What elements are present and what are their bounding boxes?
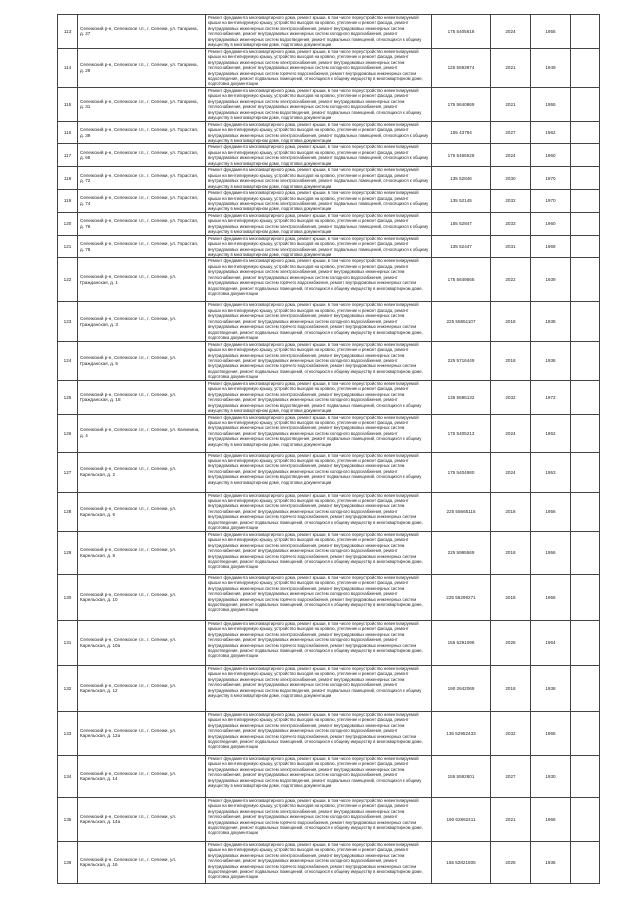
row-number: 127 — [58, 452, 78, 492]
build-year-cell: 1962 — [531, 414, 571, 452]
empty-cell — [571, 144, 600, 167]
cost-cell: 135 52447 — [432, 235, 491, 258]
works-cell: Ремонт фундамента многоквартирного дома, ремонт крыши, в том числе переустройство невентилируемой крыши на вентилируемую крышу, устройство выходов на кровлю, утепление и ремонт фасада, ремонт внутридомовых инженерных систем электроснабжения, ремонт подвальных помещений, относящихся к общему имуществу в многоквартирном доме, подготовка документации — [206, 144, 432, 167]
plan-year-cell: 2032 — [491, 380, 531, 414]
cost-cell: 175 5404980 — [432, 452, 491, 492]
cost-cell: 190 2642069 — [432, 665, 491, 711]
table-row — [58, 665, 600, 711]
cost-cell: 225 55851107 — [432, 302, 491, 341]
row-number: 129 — [58, 531, 78, 574]
address-cell: Сележский р-н, Сележское г.п., г. Сележи, ул. Горастая, д. 76 — [78, 212, 206, 235]
works-cell: Ремонт фундамента многоквартирного дома, ремонт крыши, в том числе переустройство невентилируемой крыши на вентилируемую крышу, устройство выходов на кровлю, утепление и ремонт фасада, ремонт внутридомовых инженерных систем электроснабжения, ремонт внутридомовых инженерных систем теплоснабжения, ремонт внутридомовых инженерных систем холодного водоснабжения, ремонт внутридомовых инженерных систем водоотведения, ремонт подвальных помещений, относящихся к общему имуществу в многоквартирном доме, подготовка документации — [206, 665, 432, 711]
row-number: 119 — [58, 190, 78, 213]
plan-year-cell: 2018 — [491, 302, 531, 341]
works-cell: Ремонт фундамента многоквартирного дома, ремонт крыши, в том числе переустройство невентилируемой крыши на вентилируемую крышу, устройство выходов на кровлю, утепление и ремонт фасада, ремонт внутридомовых инженерных систем электроснабжения, ремонт внутридомовых инженерных систем теплоснабжения, ремонт внутридомовых инженерных систем холодного водоснабжения, ремонт внутридомовых инженерных систем горячего водоснабжения, ремонт внутридомовых инженерных систем водоотведения, ремонт подвальных помещений, относящихся к общему имуществу в многоквартирном доме, подготовка документации — [206, 48, 432, 87]
cost-cell: 175 5649565 — [432, 258, 491, 302]
works-cell: Ремонт фундамента многоквартирного дома, ремонт крыши, в том числе переустройство невентилируемой крыши на вентилируемую крышу, устройство выходов на кровлю, утепление и ремонт фасада, ремонт внутридомовых инженерных систем электроснабжения, ремонт внутридомовых инженерных систем теплоснабжения, ремонт внутридомовых инженерных систем холодного водоснабжения, ремонт внутридомовых инженерных систем горячего водоснабжения, ремонт внутридомовых инженерных систем водоотведения, ремонт подвальных помещений, относящихся к общему имуществу в многоквартирном доме, подготовка документации — [206, 302, 432, 341]
table-row — [58, 380, 600, 414]
table-row — [58, 48, 600, 87]
address-cell: Сележский р-н, Сележское г.п., г. Сележи, ул. Карельская, д. 8 — [78, 531, 206, 574]
empty-cell — [571, 841, 600, 883]
build-year-cell: 1956 — [531, 531, 571, 574]
empty-cell — [571, 492, 600, 531]
row-number: 125 — [58, 380, 78, 414]
cost-cell: 155 52821505 — [432, 841, 491, 883]
empty-cell — [571, 121, 600, 144]
table-row — [58, 531, 600, 574]
address-cell: Сележский р-н, Сележское г.п., г. Сележи, ул. Гражданская, д. 1 — [78, 258, 206, 302]
cost-cell: 125 5593874 — [432, 48, 491, 87]
empty-cell — [571, 797, 600, 841]
plan-year-cell: 2018 — [491, 574, 531, 620]
build-year-cell: 1970 — [531, 167, 571, 190]
address-cell: Сележский р-н, Сележское г.п., г. Сележи, ул. Карельская, д. 14а — [78, 797, 206, 841]
empty-cell — [571, 167, 600, 190]
works-cell: Ремонт фундамента многоквартирного дома, ремонт крыши, в том числе переустройство невентилируемой крыши на вентилируемую крышу, устройство выходов на кровлю, утепление и ремонт фасада, ремонт внутридомовых инженерных систем электроснабжения, ремонт внутридомовых инженерных систем теплоснабжения, ремонт внутридомовых инженерных систем холодного водоснабжения, ремонт внутридомовых инженерных систем горячего водоснабжения, ремонт внутридомовых инженерных систем водоотведения, ремонт подвальных помещений, относящихся к общему имуществу в многоквартирном доме, подготовка документации — [206, 711, 432, 755]
table-body — [58, 15, 600, 884]
plan-year-cell: 2022 — [491, 258, 531, 302]
plan-year-cell: 2026 — [491, 620, 531, 665]
empty-cell — [571, 414, 600, 452]
cost-cell: 135 5595132 — [432, 380, 491, 414]
empty-cell — [571, 190, 600, 213]
row-number: 115 — [58, 87, 78, 121]
works-cell: Ремонт фундамента многоквартирного дома, ремонт крыши, в том числе переустройство невентилируемой крыши на вентилируемую крышу, устройство выходов на кровлю, утепление и ремонт фасада, ремонт внутридомовых инженерных систем электроснабжения, ремонт подвальных помещений, относящихся к общему имуществу в многоквартирном доме, подготовка документации — [206, 167, 432, 190]
table-row — [58, 190, 600, 213]
cost-cell: 175 5405213 — [432, 414, 491, 452]
empty-cell — [571, 531, 600, 574]
works-cell: Ремонт фундамента многоквартирного дома, ремонт крыши, в том числе переустройство невентилируемой крыши на вентилируемую крышу, устройство выходов на кровлю, утепление и ремонт фасада, ремонт внутридомовых инженерных систем электроснабжения, ремонт внутридомовых инженерных систем теплоснабжения, ремонт внутридомовых инженерных систем холодного водоснабжения, ремонт внутридомовых инженерных систем водоотведения, ремонт подвальных помещений, относящихся к общему имуществу в многоквартирном доме, подготовка документации — [206, 452, 432, 492]
cost-cell: 175 5466528 — [432, 144, 491, 167]
table-row — [58, 414, 600, 452]
build-year-cell: 1955 — [531, 87, 571, 121]
row-number: 131 — [58, 620, 78, 665]
build-year-cell: 1960 — [531, 144, 571, 167]
address-cell: Сележский р-н, Сележское г.п., г. Сележи, ул. Карельская, д. 6 — [78, 492, 206, 531]
row-number: 135 — [58, 797, 78, 841]
empty-cell — [571, 620, 600, 665]
table-row — [58, 574, 600, 620]
row-number: 128 — [58, 492, 78, 531]
row-number: 116 — [58, 121, 78, 144]
address-cell: Сележский р-н, Сележское г.п., г. Сележи, ул. Гагарина, д. 31 — [78, 87, 206, 121]
empty-cell — [571, 341, 600, 380]
table-row — [58, 235, 600, 258]
address-cell: Сележский р-н, Сележское г.п., г. Сележи, ул. Гражданская, д. 3 — [78, 302, 206, 341]
empty-cell — [571, 452, 600, 492]
row-number: 132 — [58, 665, 78, 711]
plan-year-cell: 2021 — [491, 87, 531, 121]
cost-cell: 175 5640869 — [432, 87, 491, 121]
row-number: 133 — [58, 711, 78, 755]
plan-year-cell: 2024 — [491, 15, 531, 49]
address-cell: Сележский р-н, Сележское г.п., г. Сележи, ул. Карельская, д. 16 — [78, 841, 206, 883]
document-page — [57, 14, 599, 884]
cost-cell: 225 56299271 — [432, 574, 491, 620]
address-cell: Сележский р-н, Сележское г.п., г. Сележи, ул. Гражданская, д. 18 — [78, 380, 206, 414]
empty-cell — [571, 235, 600, 258]
cost-cell: 155 5291096 — [432, 620, 491, 665]
table-row — [58, 212, 600, 235]
row-number: 118 — [58, 167, 78, 190]
table-row — [58, 15, 600, 49]
row-number: 130 — [58, 574, 78, 620]
cost-cell: 190 62862411 — [432, 797, 491, 841]
works-cell: Ремонт фундамента многоквартирного дома, ремонт крыши, в том числе переустройство невентилируемой крыши на вентилируемую крышу, устройство выходов на кровлю, утепление и ремонт фасада, ремонт внутридомовых инженерных систем электроснабжения, ремонт внутридомовых инженерных систем теплоснабжения, ремонт внутридомовых инженерных систем холодного водоснабжения, ремонт внутридомовых инженерных систем водоотведения, ремонт подвальных помещений, относящихся к общему имуществу в многоквартирном доме, подготовка документации — [206, 414, 432, 452]
build-year-cell: 1969 — [531, 235, 571, 258]
table-row — [58, 620, 600, 665]
table-row — [58, 711, 600, 755]
row-number: 117 — [58, 144, 78, 167]
build-year-cell: 1972 — [531, 380, 571, 414]
address-cell: Сележский р-н, Сележское г.п., г. Сележи, ул. Гагарина, д. 29 — [78, 48, 206, 87]
works-cell: Ремонт фундамента многоквартирного дома, ремонт крыши, в том числе переустройство невентилируемой крыши на вентилируемую крышу, устройство выходов на кровлю, утепление и ремонт фасада, ремонт внутридомовых инженерных систем электроснабжения, ремонт внутридомовых инженерных систем теплоснабжения, ремонт внутридомовых инженерных систем холодного водоснабжения, ремонт внутридомовых инженерных систем горячего водоснабжения, ремонт внутридомовых инженерных систем водоотведения, ремонт подвальных помещений, относящихся к общему имуществу в многоквартирном доме, подготовка документации — [206, 797, 432, 841]
table-row — [58, 492, 600, 531]
empty-cell — [571, 48, 600, 87]
plan-year-cell: 2018 — [491, 531, 531, 574]
address-cell: Сележский р-н, Сележское г.п., г. Сележи, ул. Карельская, д. 12а — [78, 711, 206, 755]
empty-cell — [571, 87, 600, 121]
table-row — [58, 341, 600, 380]
build-year-cell: 1962 — [531, 121, 571, 144]
row-number: 124 — [58, 341, 78, 380]
plan-year-cell: 2024 — [491, 414, 531, 452]
empty-cell — [571, 380, 600, 414]
cost-cell: 225 5716449 — [432, 341, 491, 380]
plan-year-cell: 2021 — [491, 797, 531, 841]
empty-cell — [571, 574, 600, 620]
build-year-cell: 1966 — [531, 797, 571, 841]
address-cell: Сележский р-н, Сележское г.п., г. Сележи, ул. Калинина, д. 4 — [78, 414, 206, 452]
address-cell: Сележский р-н, Сележское г.п., г. Сележи, ул. Горастая, д. 72 — [78, 167, 206, 190]
cost-cell: 225 5985569 — [432, 531, 491, 574]
address-cell: Сележский р-н, Сележское г.п., г. Сележи, ул. Карельская, д. 14 — [78, 755, 206, 797]
address-cell: Сележский р-н, Сележское г.п., г. Сележи, ул. Горастая, д. 39 — [78, 121, 206, 144]
plan-year-cell: 2018 — [491, 492, 531, 531]
build-year-cell: 1956 — [531, 574, 571, 620]
empty-cell — [571, 755, 600, 797]
repair-schedule-table — [57, 14, 600, 884]
table-row — [58, 302, 600, 341]
address-cell: Сележский р-н, Сележское г.п., г. Сележи, ул. Горастая, д. 74 — [78, 190, 206, 213]
plan-year-cell: 2018 — [491, 341, 531, 380]
cost-cell: 155 5582801 — [432, 755, 491, 797]
works-cell: Ремонт фундамента многоквартирного дома, ремонт крыши, в том числе переустройство невентилируемой крыши на вентилируемую крышу, устройство выходов на кровлю, утепление и ремонт фасада, ремонт внутридомовых инженерных систем электроснабжения, ремонт внутридомовых инженерных систем теплоснабжения, ремонт внутридомовых инженерных систем холодного водоснабжения, ремонт внутридомовых инженерных систем горячего водоснабжения, ремонт внутридомовых инженерных систем водоотведения, ремонт подвальных помещений, относящихся к общему имуществу в многоквартирном доме, подготовка документации — [206, 620, 432, 665]
empty-cell — [571, 302, 600, 341]
plan-year-cell: 2024 — [491, 144, 531, 167]
works-cell: Ремонт фундамента многоквартирного дома, ремонт крыши, в том числе переустройство невентилируемой крыши на вентилируемую крышу, устройство выходов на кровлю, утепление и ремонт фасада, ремонт внутридомовых инженерных систем электроснабжения, ремонт подвальных помещений, относящихся к общему имуществу в многоквартирном доме, подготовка документации — [206, 121, 432, 144]
build-year-cell: 1953 — [531, 452, 571, 492]
row-number: 114 — [58, 48, 78, 87]
cost-cell: 155 52847 — [432, 212, 491, 235]
plan-year-cell: 2031 — [491, 235, 531, 258]
works-cell: Ремонт фундамента многоквартирного дома, ремонт крыши, в том числе переустройство невентилируемой крыши на вентилируемую крышу, устройство выходов на кровлю, утепление и ремонт фасада, ремонт внутридомовых инженерных систем электроснабжения, ремонт внутридомовых инженерных систем теплоснабжения, ремонт внутридомовых инженерных систем холодного водоснабжения, ремонт внутридомовых инженерных систем водоотведения, ремонт подвальных помещений, относящихся к общему имуществу в многоквартирном доме, подготовка документации — [206, 15, 432, 49]
plan-year-cell: 2027 — [491, 121, 531, 144]
works-cell: Ремонт фундамента многоквартирного дома, ремонт крыши, в том числе переустройство невентилируемой крыши на вентилируемую крышу, устройство выходов на кровлю, утепление и ремонт фасада, ремонт внутридомовых инженерных систем электроснабжения, ремонт внутридомовых инженерных систем теплоснабжения, ремонт внутридомовых инженерных систем холодного водоснабжения, ремонт внутридомовых инженерных систем водоотведения, ремонт подвальных помещений, относящихся к общему имуществу в многоквартирном доме, подготовка документации — [206, 380, 432, 414]
build-year-cell: 1970 — [531, 190, 571, 213]
address-cell: Сележский р-н, Сележское г.п., г. Сележи, ул. Карельская, д. 2 — [78, 452, 206, 492]
address-cell: Сележский р-н, Сележское г.п., г. Сележи, ул. Горастая, д. 78 — [78, 235, 206, 258]
table-row — [58, 87, 600, 121]
empty-cell — [571, 665, 600, 711]
address-cell: Сележский р-н, Сележское г.п., г. Сележи, ул. Гражданская, д. 5 — [78, 341, 206, 380]
build-year-cell: 1939 — [531, 258, 571, 302]
build-year-cell: 1938 — [531, 302, 571, 341]
build-year-cell: 1949 — [531, 48, 571, 87]
row-number: 122 — [58, 258, 78, 302]
build-year-cell: 1956 — [531, 492, 571, 531]
row-number: 120 — [58, 212, 78, 235]
table-row — [58, 755, 600, 797]
build-year-cell: 1964 — [531, 620, 571, 665]
build-year-cell: 1965 — [531, 711, 571, 755]
row-number: 113 — [58, 15, 78, 49]
works-cell: Ремонт фундамента многоквартирного дома, ремонт крыши, в том числе переустройство невентилируемой крыши на вентилируемую крышу, устройство выходов на кровлю, утепление и ремонт фасада, ремонт внутридомовых инженерных систем электроснабжения, ремонт внутридомовых инженерных систем теплоснабжения, ремонт внутридомовых инженерных систем холодного водоснабжения, ремонт внутридомовых инженерных систем горячего водоснабжения, ремонт внутридомовых инженерных систем водоотведения, ремонт подвальных помещений, относящихся к общему имуществу в многоквартирном доме, подготовка документации — [206, 258, 432, 302]
empty-cell — [571, 711, 600, 755]
works-cell: Ремонт фундамента многоквартирного дома, ремонт крыши, в том числе переустройство невентилируемой крыши на вентилируемую крышу, устройство выходов на кровлю, утепление и ремонт фасада, ремонт внутридомовых инженерных систем электроснабжения, ремонт внутридомовых инженерных систем теплоснабжения, ремонт внутридомовых инженерных систем холодного водоснабжения, ремонт внутридомовых инженерных систем горячего водоснабжения, ремонт внутридомовых инженерных систем водоотведения, ремонт подвальных помещений, относящихся к общему имуществу в многоквартирном доме, подготовка документации — [206, 841, 432, 883]
works-cell: Ремонт фундамента многоквартирного дома, ремонт крыши, в том числе переустройство невентилируемой крыши на вентилируемую крышу, устройство выходов на кровлю, утепление и ремонт фасада, ремонт внутридомовых инженерных систем электроснабжения, ремонт внутридомовых инженерных систем теплоснабжения, ремонт внутридомовых инженерных систем холодного водоснабжения, ремонт внутридомовых инженерных систем горячего водоснабжения, ремонт внутридомовых инженерных систем водоотведения, ремонт подвальных помещений, относящихся к общему имуществу в многоквартирном доме, подготовка документации — [206, 341, 432, 380]
cost-cell: 155 43784 — [432, 121, 491, 144]
plan-year-cell: 2021 — [491, 48, 531, 87]
empty-cell — [571, 258, 600, 302]
works-cell: Ремонт фундамента многоквартирного дома, ремонт крыши, в том числе переустройство невентилируемой крыши на вентилируемую крышу, устройство выходов на кровлю, утепление и ремонт фасада, ремонт внутридомовых инженерных систем электроснабжения, ремонт подвальных помещений, относящихся к общему имуществу в многоквартирном доме, подготовка документации — [206, 212, 432, 235]
works-cell: Ремонт фундамента многоквартирного дома, ремонт крыши, в том числе переустройство невентилируемой крыши на вентилируемую крышу, устройство выходов на кровлю, утепление и ремонт фасада, ремонт внутридомовых инженерных систем электроснабжения, ремонт подвальных помещений, относящихся к общему имуществу в многоквартирном доме, подготовка документации — [206, 190, 432, 213]
table-row — [58, 452, 600, 492]
address-cell: Сележский р-н, Сележское г.п., г. Сележи, ул. Карельская, д. 12 — [78, 665, 206, 711]
table-row — [58, 167, 600, 190]
empty-cell — [571, 212, 600, 235]
plan-year-cell: 2032 — [491, 711, 531, 755]
cost-cell: 175 5405618 — [432, 15, 491, 49]
row-number: 136 — [58, 841, 78, 883]
cost-cell: 225 55665115 — [432, 492, 491, 531]
build-year-cell: 1930 — [531, 755, 571, 797]
address-cell: Сележский р-н, Сележское г.п., г. Сележи, ул. Гагарина, д. 27 — [78, 15, 206, 49]
cost-cell: 135 52145 — [432, 190, 491, 213]
build-year-cell: 1936 — [531, 341, 571, 380]
row-number: 134 — [58, 755, 78, 797]
build-year-cell: 1938 — [531, 665, 571, 711]
table-row — [58, 144, 600, 167]
build-year-cell: 1955 — [531, 15, 571, 49]
table-row — [58, 121, 600, 144]
table-row — [58, 797, 600, 841]
works-cell: Ремонт фундамента многоквартирного дома, ремонт крыши, в том числе переустройство невентилируемой крыши на вентилируемую крышу, устройство выходов на кровлю, утепление и ремонт фасада, ремонт внутридомовых инженерных систем электроснабжения, ремонт внутридомовых инженерных систем теплоснабжения, ремонт внутридомовых инженерных систем холодного водоснабжения, ремонт внутридомовых инженерных систем горячего водоснабжения, ремонт внутридомовых инженерных систем водоотведения, ремонт подвальных помещений, относящихся к общему имуществу в многоквартирном доме, подготовка документации — [206, 574, 432, 620]
plan-year-cell: 2032 — [491, 190, 531, 213]
build-year-cell: 1960 — [531, 212, 571, 235]
plan-year-cell: 2030 — [491, 167, 531, 190]
address-cell: Сележский р-н, Сележское г.п., г. Сележи, ул. Карельская, д. 10 — [78, 574, 206, 620]
works-cell: Ремонт фундамента многоквартирного дома, ремонт крыши, в том числе переустройство невентилируемой крыши на вентилируемую крышу, устройство выходов на кровлю, утепление и ремонт фасада, ремонт внутридомовых инженерных систем электроснабжения, ремонт подвальных помещений, относящихся к общему имуществу в многоквартирном доме, подготовка документации — [206, 235, 432, 258]
empty-cell — [571, 15, 600, 49]
table-row — [58, 841, 600, 883]
plan-year-cell: 2027 — [491, 755, 531, 797]
works-cell: Ремонт фундамента многоквартирного дома, ремонт крыши, в том числе переустройство невентилируемой крыши на вентилируемую крышу, устройство выходов на кровлю, утепление и ремонт фасада, ремонт внутридомовых инженерных систем электроснабжения, ремонт внутридомовых инженерных систем теплоснабжения, ремонт внутридомовых инженерных систем холодного водоснабжения, ремонт внутридомовых инженерных систем горячего водоснабжения, ремонт внутридомовых инженерных систем водоотведения, ремонт подвальных помещений, относящихся к общему имуществу в многоквартирном доме, подготовка документации — [206, 531, 432, 574]
works-cell: Ремонт фундамента многоквартирного дома, ремонт крыши, в том числе переустройство невентилируемой крыши на вентилируемую крышу, устройство выходов на кровлю, утепление и ремонт фасада, ремонт внутридомовых инженерных систем электроснабжения, ремонт внутридомовых инженерных систем теплоснабжения, ремонт внутридомовых инженерных систем холодного водоснабжения, ремонт внутридомовых инженерных систем водоотведения, ремонт подвальных помещений, относящихся к общему имуществу в многоквартирном доме, подготовка документации — [206, 87, 432, 121]
plan-year-cell: 2018 — [491, 665, 531, 711]
works-cell: Ремонт фундамента многоквартирного дома, ремонт крыши, в том числе переустройство невентилируемой крыши на вентилируемую крышу, устройство выходов на кровлю, утепление и ремонт фасада, ремонт внутридомовых инженерных систем электроснабжения, ремонт внутридомовых инженерных систем теплоснабжения, ремонт внутридомовых инженерных систем холодного водоснабжения, ремонт внутридомовых инженерных систем горячего водоснабжения, ремонт внутридомовых инженерных систем водоотведения, ремонт подвальных помещений, относящихся к общему имуществу в многоквартирном доме, подготовка документации — [206, 492, 432, 531]
address-cell: Сележский р-н, Сележское г.п., г. Сележи, ул. Карельская, д. 10а — [78, 620, 206, 665]
works-cell: Ремонт фундамента многоквартирного дома, ремонт крыши, в том числе переустройство невентилируемой крыши на вентилируемую крышу, устройство выходов на кровлю, утепление и ремонт фасада, ремонт внутридомовых инженерных систем электроснабжения, ремонт внутридомовых инженерных систем теплоснабжения, ремонт внутридомовых инженерных систем холодного водоснабжения, ремонт внутридомовых инженерных систем водоотведения, ремонт подвальных помещений, относящихся к общему имуществу в многоквартирном доме, подготовка документации — [206, 755, 432, 797]
plan-year-cell: 2026 — [491, 841, 531, 883]
table-row — [58, 258, 600, 302]
row-number: 123 — [58, 302, 78, 341]
plan-year-cell: 2024 — [491, 452, 531, 492]
cost-cell: 135 52952433 — [432, 711, 491, 755]
address-cell: Сележский р-н, Сележское г.п., г. Сележи, ул. Горастая, д. 65 — [78, 144, 206, 167]
build-year-cell: 1936 — [531, 841, 571, 883]
cost-cell: 135 52846 — [432, 167, 491, 190]
row-number: 121 — [58, 235, 78, 258]
row-number: 126 — [58, 414, 78, 452]
plan-year-cell: 2033 — [491, 212, 531, 235]
